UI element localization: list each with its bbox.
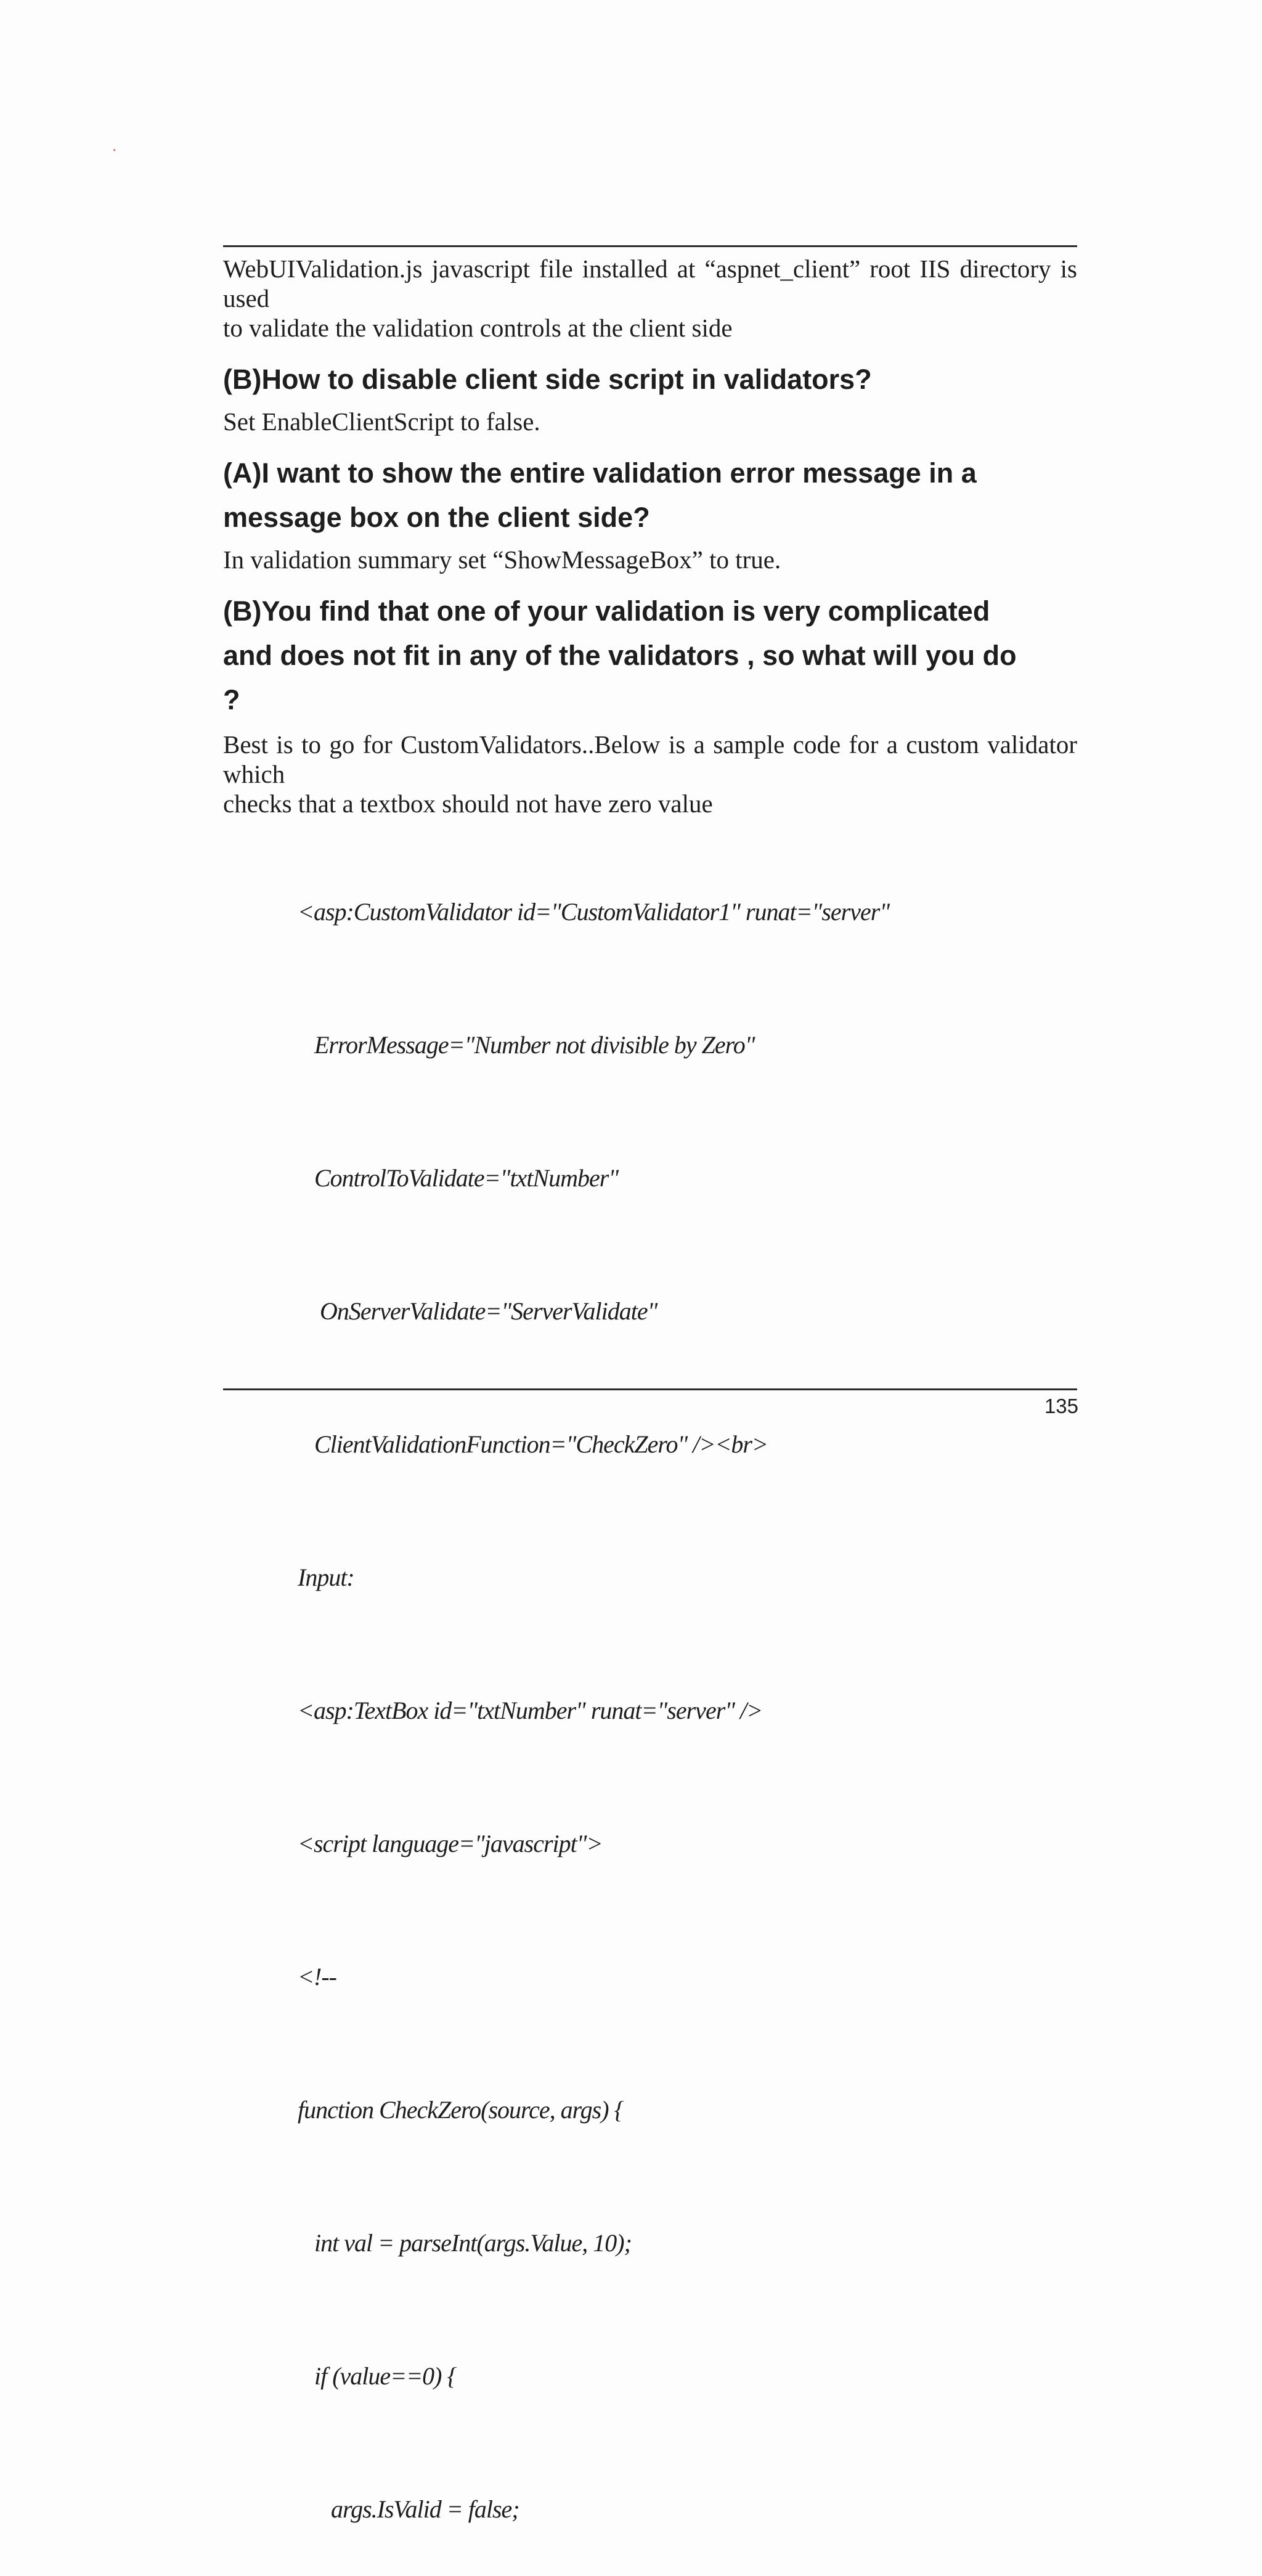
code-sample <box>298 801 889 2576</box>
question-heading-complicated-line-2: and does not fit in any of the validators , so what will you do <box>223 640 1017 671</box>
answer-disable-client-script: Set EnableClientScript to false. <box>223 407 540 436</box>
code-line: args.IsValid = false; <box>298 2495 519 2523</box>
page-content <box>223 254 1077 818</box>
intro-line-2: to validate the validation controls at the client side <box>223 314 733 342</box>
question-heading-disable-client-script: (B)How to disable client side script in validators? <box>223 364 872 395</box>
code-line: Input: <box>298 1563 354 1591</box>
stray-mark <box>113 149 115 151</box>
intro-line-1: WebUIValidation.js javascript file installed at “aspnet_client” root IIS directory is used <box>223 255 1077 312</box>
answer-custom-validators-line-1: Best is to go for CustomValidators..Below is a sample code for a custom validator which <box>223 730 1077 788</box>
code-line: int val = parseInt(args.Value, 10); <box>298 2229 632 2257</box>
code-line: ClientValidationFunction="CheckZero" /><br> <box>298 1430 768 1458</box>
code-line: ControlToValidate="txtNumber" <box>298 1164 619 1192</box>
code-line: <script language="javascript"> <box>298 1830 603 1857</box>
question-heading-complicated-validation <box>223 589 1077 722</box>
code-line: ErrorMessage="Number not divisible by Zero" <box>298 1031 755 1059</box>
question-heading-message-box-line-2: message box on the client side? <box>223 502 650 533</box>
footer-rule <box>223 1388 1077 1390</box>
code-line: <asp:TextBox id="txtNumber" runat="server" /> <box>298 1697 763 1724</box>
header-rule <box>223 245 1077 247</box>
question-heading-complicated-line-1: (B)You find that one of your validation is very complicated <box>223 595 990 627</box>
code-line: <!-- <box>298 1963 336 1991</box>
code-line: OnServerValidate="ServerValidate" <box>298 1297 657 1325</box>
question-heading-complicated-line-3: ? <box>223 684 240 715</box>
code-line: if (value==0) { <box>298 2362 457 2390</box>
code-line: <asp:CustomValidator id="CustomValidator1" runat="server" <box>298 898 890 926</box>
answer-message-box: In validation summary set “ShowMessageBox” to true. <box>223 545 781 574</box>
page-number: 135 <box>1044 1395 1078 1417</box>
code-line: function CheckZero(source, args) { <box>298 2096 624 2124</box>
intro-paragraph <box>223 254 1077 343</box>
question-heading-message-box-line-1: (A)I want to show the entire validation error message in a <box>223 457 977 489</box>
question-heading-message-box <box>223 451 1077 540</box>
answer-custom-validators-line-2: checks that a textbox should not have zero value <box>223 789 713 818</box>
